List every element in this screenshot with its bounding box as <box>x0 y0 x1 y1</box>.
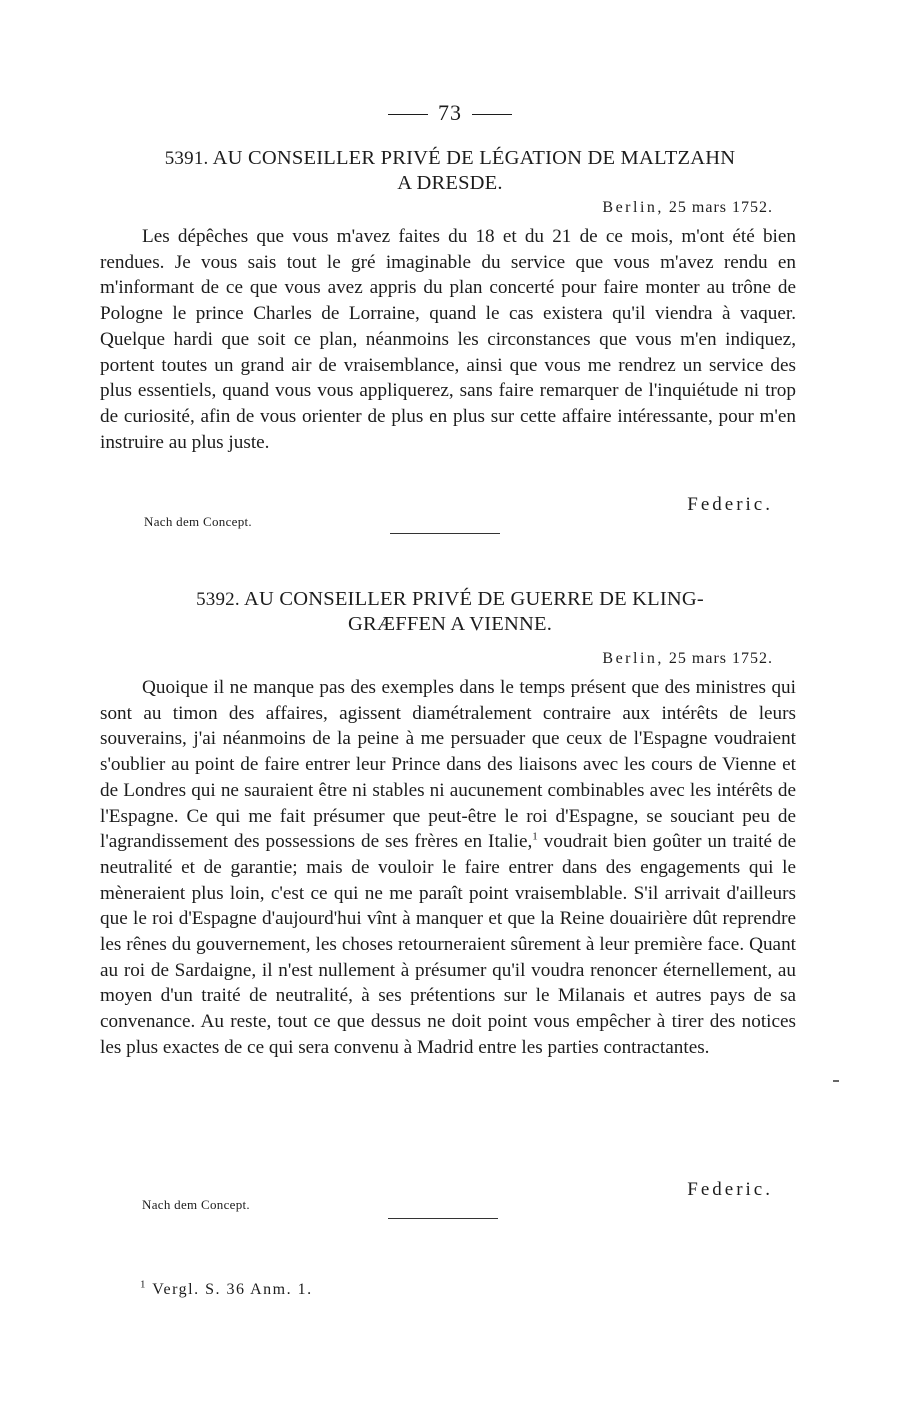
letter-body <box>100 675 796 1061</box>
dateline-place: Berlin, <box>602 199 664 216</box>
letter-heading-line2: GRÆFFEN A VIENNE. <box>347 613 553 635</box>
footnote-number: 1 <box>140 1278 147 1291</box>
dateline-place: Berlin, <box>602 650 664 667</box>
letter-heading <box>100 587 800 637</box>
signature: Federic. <box>687 494 773 515</box>
page-number-dash-left <box>388 114 428 115</box>
letter-number: 5391. <box>164 148 209 169</box>
section-divider <box>390 533 500 534</box>
section-divider <box>388 1218 498 1219</box>
letter-paragraph: Les dépêches que vous m'avez faites du 18 et du 21 de ce mois, m'ont été bien rendues. Je vous sais tout le gré imaginable du service que vous m'avez rendu en m'informant de ce que vous avez appris du plan concerté pour faire monter au trône de Pologne le prince Charles de Lorraine, quand le cas existera qu'il viendra à vaquer. Quelque hardi que soit ce plan, néanmoins les circonstances que vous m'en indiquez, portent toutes un grand air de vraisemblance, ainsi que vous me rendrez un service des plus essentiels, quand vous vous appliquerez, sans faire remarquer de l'inquiétude ni trop de curiosité, afin de vous orienter de plus en plus sur cette affaire intéressante, pour m'en instruire au plus juste. <box>100 226 796 453</box>
letter-heading-line2: A DRESDE. <box>397 172 503 194</box>
heading-text: AU CONSEILLER PRIVÉ DE LÉGATION DE MALTZAHN <box>212 147 736 169</box>
footnote <box>140 1278 313 1299</box>
letter-heading-line1 <box>100 146 800 171</box>
dateline-date: 25 mars 1752. <box>668 199 773 216</box>
source-note: Nach dem Concept. <box>142 1197 250 1212</box>
dateline-date: 25 mars 1752. <box>668 650 773 667</box>
scan-edge-mark <box>833 1080 839 1082</box>
dateline <box>602 650 773 668</box>
source-note: Nach dem Concept. <box>144 514 252 529</box>
page-number-dash-right <box>472 114 512 115</box>
letter-heading-line1 <box>100 587 800 612</box>
letter-paragraph-part1: Quoique il ne manque pas des exemples dans le temps présent que des ministres qui sont au timon des affaires, agissent diamétralement contraire aux intérêts de leurs souverains, j'ai néanmoins de la peine à me persuader que ceux de l'Espagne voudraient s'oublier au point de faire entrer leur Prince dans des liaisons avec les cours de Vienne et de Londres qui ne sauraient être ni stables ni aucunement combinables avec les intérêts de l'Espagne. Ce qui me fait présumer que peut-être le roi d'Espagne, se souciant peu de l'agrandissement des possessions de ses frères en Italie, <box>100 677 796 853</box>
letter-heading <box>100 146 800 196</box>
letter-body <box>100 224 796 455</box>
footnote-text: Vergl. S. 36 Anm. 1. <box>152 1281 313 1298</box>
heading-text: AU CONSEILLER PRIVÉ DE GUERRE DE KLING- <box>244 588 704 610</box>
letter-number: 5392. <box>196 589 240 610</box>
dateline <box>602 199 773 217</box>
page-number <box>0 100 900 126</box>
page-number-value: 73 <box>438 100 462 125</box>
letter-paragraph-part2: voudrait bien goûter un traité de neutralité et de garantie; mais de vouloir le faire entrer dans des engagements qui le mèneraient plus loin, c'est ce qui ne me paraît point vraisemblable. S'il arrivait d'ailleurs que le roi d'Espagne d'aujourd'hui vînt à manquer et que la Reine douairière dût reprendre les rênes du gouvernement, les choses retourneraient sûrement à leur première face. Quant au roi de Sardaigne, il n'est nullement à présumer qu'il voudra renoncer éternellement, au moyen d'un traité de neutralité, à ses prétentions sur le Milanais et autres pays de sa convenance. Au reste, tout ce que dessus ne doit point vous empêcher à tirer des notices les plus exactes de ce qui sera convenu à Madrid entre les parties contractantes. <box>100 831 796 1058</box>
footnote-marker[interactable]: 1 <box>532 830 538 843</box>
signature: Federic. <box>687 1179 773 1200</box>
letter-paragraph <box>100 675 796 1061</box>
